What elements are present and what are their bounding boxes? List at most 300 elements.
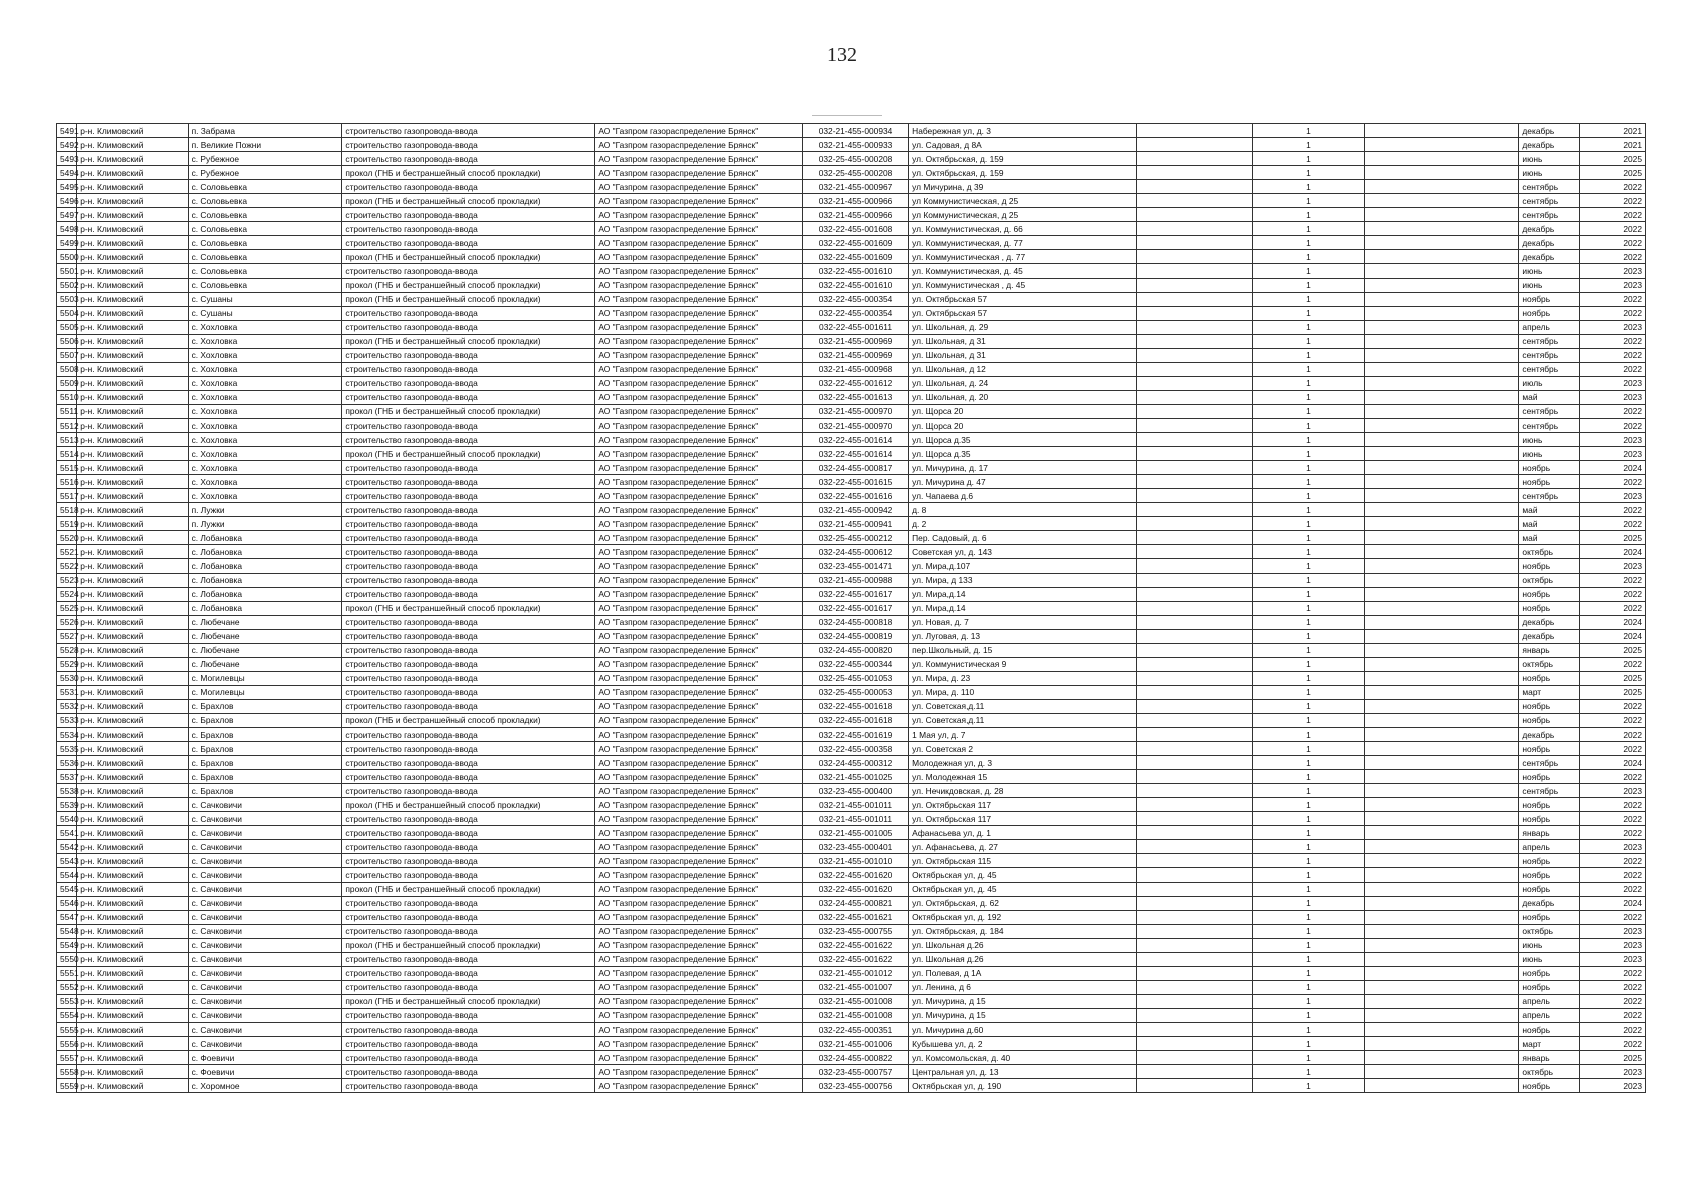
address-cell: ул. Советская,д.11 (909, 713, 1137, 727)
district-cell: р-н. Климовский (77, 840, 188, 854)
quantity-cell: 1 (1253, 334, 1364, 348)
work-type-cell: строительство газопровода-ввода (342, 756, 595, 770)
district-cell: р-н. Климовский (77, 924, 188, 938)
address-cell: ул. Коммунистическая, д. 66 (909, 222, 1137, 236)
organization-cell: АО "Газпром газораспределение Брянск" (595, 868, 802, 882)
empty-cell (1364, 896, 1519, 910)
year-cell: 2024 (1580, 756, 1646, 770)
row-number-cell: 5522 (57, 559, 77, 573)
application-number-cell: 032-22-455-001618 (802, 713, 908, 727)
table-row (57, 447, 1646, 461)
month-cell: май (1519, 390, 1580, 404)
empty-cell (1364, 362, 1519, 376)
table-row (57, 531, 1646, 545)
row-number-cell: 5555 (57, 1023, 77, 1037)
quantity-cell: 1 (1253, 868, 1364, 882)
register-table (56, 123, 1646, 1093)
table-row (57, 334, 1646, 348)
row-number-cell: 5527 (57, 629, 77, 643)
empty-cell (1136, 222, 1252, 236)
year-cell: 2023 (1580, 278, 1646, 292)
empty-cell (1136, 798, 1252, 812)
quantity-cell: 1 (1253, 896, 1364, 910)
empty-cell (1364, 306, 1519, 320)
address-cell: Афанасьева ул, д. 1 (909, 826, 1137, 840)
row-number-cell: 5546 (57, 896, 77, 910)
work-type-cell: строительство газопровода-ввода (342, 728, 595, 742)
district-cell: р-н. Климовский (77, 194, 188, 208)
work-type-cell: строительство газопровода-ввода (342, 826, 595, 840)
empty-cell (1364, 348, 1519, 362)
organization-cell: АО "Газпром газораспределение Брянск" (595, 615, 802, 629)
district-cell: р-н. Климовский (77, 1065, 188, 1079)
year-cell: 2022 (1580, 742, 1646, 756)
district-cell: р-н. Климовский (77, 784, 188, 798)
month-cell: сентябрь (1519, 194, 1580, 208)
district-cell: р-н. Климовский (77, 503, 188, 517)
settlement-cell: с. Фоевичи (188, 1051, 342, 1065)
application-number-cell: 032-22-455-001616 (802, 489, 908, 503)
settlement-cell: с. Сачковичи (188, 1037, 342, 1051)
table-row (57, 629, 1646, 643)
application-number-cell: 032-22-455-001619 (802, 728, 908, 742)
row-number-cell: 5511 (57, 404, 77, 418)
row-number-cell: 5517 (57, 489, 77, 503)
empty-cell (1364, 489, 1519, 503)
row-number-cell: 5528 (57, 643, 77, 657)
quantity-cell: 1 (1253, 222, 1364, 236)
row-number-cell: 5514 (57, 447, 77, 461)
month-cell: декабрь (1519, 250, 1580, 264)
table-row (57, 615, 1646, 629)
month-cell: ноябрь (1519, 699, 1580, 713)
organization-cell: АО "Газпром газораспределение Брянск" (595, 447, 802, 461)
year-cell: 2022 (1580, 910, 1646, 924)
quantity-cell: 1 (1253, 138, 1364, 152)
work-type-cell: строительство газопровода-ввода (342, 208, 595, 222)
row-number-cell: 5529 (57, 657, 77, 671)
year-cell: 2022 (1580, 194, 1646, 208)
application-number-cell: 032-21-455-001008 (802, 994, 908, 1008)
district-cell: р-н. Климовский (77, 166, 188, 180)
organization-cell: АО "Газпром газораспределение Брянск" (595, 306, 802, 320)
empty-cell (1136, 320, 1252, 334)
address-cell: ул. Афанасьева, д. 27 (909, 840, 1137, 854)
year-cell: 2025 (1580, 166, 1646, 180)
quantity-cell: 1 (1253, 770, 1364, 784)
empty-cell (1136, 166, 1252, 180)
empty-cell (1136, 994, 1252, 1008)
address-cell: ул. Коммунистическая, д. 45 (909, 264, 1137, 278)
district-cell: р-н. Климовский (77, 601, 188, 615)
empty-cell (1364, 517, 1519, 531)
address-cell: ул. Комсомольская, д. 40 (909, 1051, 1137, 1065)
empty-cell (1364, 924, 1519, 938)
address-cell: ул. Октябрьская, д. 184 (909, 924, 1137, 938)
table-row (57, 910, 1646, 924)
application-number-cell: 032-22-455-001620 (802, 868, 908, 882)
empty-cell (1364, 376, 1519, 390)
table-row (57, 587, 1646, 601)
month-cell: июнь (1519, 952, 1580, 966)
district-cell: р-н. Климовский (77, 812, 188, 826)
empty-cell (1136, 685, 1252, 699)
empty-cell (1136, 503, 1252, 517)
organization-cell: АО "Газпром газораспределение Брянск" (595, 517, 802, 531)
application-number-cell: 032-22-455-001622 (802, 952, 908, 966)
address-cell: ул. Мира,д.14 (909, 587, 1137, 601)
work-type-cell: строительство газопровода-ввода (342, 615, 595, 629)
empty-cell (1364, 433, 1519, 447)
district-cell: р-н. Климовский (77, 348, 188, 362)
quantity-cell: 1 (1253, 812, 1364, 826)
organization-cell: АО "Газпром газораспределение Брянск" (595, 320, 802, 334)
year-cell: 2023 (1580, 924, 1646, 938)
table-row (57, 138, 1646, 152)
year-cell: 2024 (1580, 629, 1646, 643)
application-number-cell: 032-21-455-000966 (802, 194, 908, 208)
settlement-cell: с. Сачковичи (188, 938, 342, 952)
settlement-cell: с. Сачковичи (188, 854, 342, 868)
organization-cell: АО "Газпром газораспределение Брянск" (595, 896, 802, 910)
work-type-cell: строительство газопровода-ввода (342, 348, 595, 362)
year-cell: 2023 (1580, 320, 1646, 334)
address-cell: ул. Коммунистическая, д. 77 (909, 236, 1137, 250)
row-number-cell: 5531 (57, 685, 77, 699)
empty-cell (1364, 461, 1519, 475)
settlement-cell: с. Хохловка (188, 348, 342, 362)
year-cell: 2023 (1580, 938, 1646, 952)
year-cell: 2022 (1580, 208, 1646, 222)
table-row (57, 966, 1646, 980)
address-cell: ул. Октябрьская, д. 62 (909, 896, 1137, 910)
table-row (57, 433, 1646, 447)
work-type-cell: строительство газопровода-ввода (342, 966, 595, 980)
year-cell: 2022 (1580, 306, 1646, 320)
quantity-cell: 1 (1253, 798, 1364, 812)
table-row (57, 1037, 1646, 1051)
district-cell: р-н. Климовский (77, 250, 188, 264)
application-number-cell: 032-22-455-001610 (802, 264, 908, 278)
month-cell: май (1519, 531, 1580, 545)
empty-cell (1136, 854, 1252, 868)
table-row (57, 489, 1646, 503)
empty-cell (1136, 756, 1252, 770)
district-cell: р-н. Климовский (77, 587, 188, 601)
application-number-cell: 032-24-455-000821 (802, 896, 908, 910)
settlement-cell: с. Хохловка (188, 447, 342, 461)
address-cell: ул. Школьная, д 31 (909, 334, 1137, 348)
row-number-cell: 5504 (57, 306, 77, 320)
address-cell: Молодежная ул, д. 3 (909, 756, 1137, 770)
quantity-cell: 1 (1253, 924, 1364, 938)
month-cell: ноябрь (1519, 1023, 1580, 1037)
organization-cell: АО "Газпром газораспределение Брянск" (595, 629, 802, 643)
settlement-cell: с. Хохловка (188, 320, 342, 334)
address-cell: ул. Луговая, д. 13 (909, 629, 1137, 643)
application-number-cell: 032-22-455-001611 (802, 320, 908, 334)
settlement-cell: с. Любечане (188, 643, 342, 657)
quantity-cell: 1 (1253, 152, 1364, 166)
month-cell: март (1519, 1037, 1580, 1051)
organization-cell: АО "Газпром газораспределение Брянск" (595, 236, 802, 250)
month-cell: сентябрь (1519, 348, 1580, 362)
address-cell: ул. Мичурина, д 15 (909, 994, 1137, 1008)
quantity-cell: 1 (1253, 461, 1364, 475)
quantity-cell: 1 (1253, 1023, 1364, 1037)
year-cell: 2022 (1580, 826, 1646, 840)
settlement-cell: с. Соловьевка (188, 236, 342, 250)
year-cell: 2022 (1580, 798, 1646, 812)
settlement-cell: с. Брахлов (188, 756, 342, 770)
work-type-cell: строительство газопровода-ввода (342, 784, 595, 798)
empty-cell (1136, 615, 1252, 629)
empty-cell (1364, 1023, 1519, 1037)
work-type-cell: строительство газопровода-ввода (342, 952, 595, 966)
settlement-cell: с. Сачковичи (188, 910, 342, 924)
work-type-cell: строительство газопровода-ввода (342, 320, 595, 334)
month-cell: октябрь (1519, 545, 1580, 559)
work-type-cell: строительство газопровода-ввода (342, 742, 595, 756)
organization-cell: АО "Газпром газораспределение Брянск" (595, 222, 802, 236)
address-cell: ул. Мичурина, д. 17 (909, 461, 1137, 475)
quantity-cell: 1 (1253, 433, 1364, 447)
organization-cell: АО "Газпром газораспределение Брянск" (595, 699, 802, 713)
row-number-cell: 5519 (57, 517, 77, 531)
row-number-cell: 5496 (57, 194, 77, 208)
application-number-cell: 032-21-455-000968 (802, 362, 908, 376)
empty-cell (1364, 559, 1519, 573)
month-cell: июнь (1519, 278, 1580, 292)
row-number-cell: 5515 (57, 461, 77, 475)
year-cell: 2022 (1580, 882, 1646, 896)
empty-cell (1364, 980, 1519, 994)
address-cell: ул. Мира, д. 23 (909, 671, 1137, 685)
table-row (57, 278, 1646, 292)
application-number-cell: 032-22-455-000351 (802, 1023, 908, 1037)
table-row (57, 1079, 1646, 1093)
year-cell: 2023 (1580, 390, 1646, 404)
empty-cell (1364, 657, 1519, 671)
settlement-cell: с. Сачковичи (188, 840, 342, 854)
work-type-cell: строительство газопровода-ввода (342, 1051, 595, 1065)
row-number-cell: 5518 (57, 503, 77, 517)
address-cell: ул. Школьная, д. 20 (909, 390, 1137, 404)
empty-cell (1364, 910, 1519, 924)
empty-cell (1364, 573, 1519, 587)
table-row (57, 812, 1646, 826)
table-row (57, 559, 1646, 573)
application-number-cell: 032-25-455-000208 (802, 152, 908, 166)
table-row (57, 826, 1646, 840)
table-row (57, 952, 1646, 966)
work-type-cell: строительство газопровода-ввода (342, 180, 595, 194)
settlement-cell: с. Сачковичи (188, 1023, 342, 1037)
empty-cell (1136, 306, 1252, 320)
settlement-cell: с. Брахлов (188, 784, 342, 798)
work-type-cell: строительство газопровода-ввода (342, 433, 595, 447)
settlement-cell: с. Соловьевка (188, 250, 342, 264)
application-number-cell: 032-23-455-000757 (802, 1065, 908, 1079)
settlement-cell: п. Забрама (188, 124, 342, 138)
organization-cell: АО "Газпром газораспределение Брянск" (595, 938, 802, 952)
work-type-cell: строительство газопровода-ввода (342, 587, 595, 601)
district-cell: р-н. Климовский (77, 545, 188, 559)
month-cell: июнь (1519, 447, 1580, 461)
application-number-cell: 032-24-455-000822 (802, 1051, 908, 1065)
empty-cell (1364, 152, 1519, 166)
application-number-cell: 032-25-455-000053 (802, 685, 908, 699)
district-cell: р-н. Климовский (77, 868, 188, 882)
district-cell: р-н. Климовский (77, 320, 188, 334)
month-cell: ноябрь (1519, 910, 1580, 924)
quantity-cell: 1 (1253, 657, 1364, 671)
month-cell: апрель (1519, 1008, 1580, 1022)
table-row (57, 376, 1646, 390)
empty-cell (1364, 952, 1519, 966)
organization-cell: АО "Газпром газораспределение Брянск" (595, 980, 802, 994)
application-number-cell: 032-22-455-001608 (802, 222, 908, 236)
work-type-cell: строительство газопровода-ввода (342, 657, 595, 671)
address-cell: Октябрьская ул, д. 45 (909, 868, 1137, 882)
month-cell: сентябрь (1519, 784, 1580, 798)
application-number-cell: 032-21-455-000966 (802, 208, 908, 222)
month-cell: сентябрь (1519, 334, 1580, 348)
organization-cell: АО "Газпром газораспределение Брянск" (595, 334, 802, 348)
empty-cell (1136, 489, 1252, 503)
quantity-cell: 1 (1253, 938, 1364, 952)
empty-cell (1364, 699, 1519, 713)
organization-cell: АО "Газпром газораспределение Брянск" (595, 503, 802, 517)
empty-cell (1136, 138, 1252, 152)
empty-cell (1364, 643, 1519, 657)
row-number-cell: 5548 (57, 924, 77, 938)
settlement-cell: с. Хохловка (188, 334, 342, 348)
row-number-cell: 5558 (57, 1065, 77, 1079)
empty-cell (1136, 475, 1252, 489)
year-cell: 2023 (1580, 559, 1646, 573)
address-cell: ул. Новая, д. 7 (909, 615, 1137, 629)
month-cell: январь (1519, 643, 1580, 657)
table-row (57, 742, 1646, 756)
row-number-cell: 5503 (57, 292, 77, 306)
month-cell: ноябрь (1519, 587, 1580, 601)
application-number-cell: 032-23-455-001471 (802, 559, 908, 573)
settlement-cell: с. Лобановка (188, 545, 342, 559)
organization-cell: АО "Газпром газораспределение Брянск" (595, 390, 802, 404)
empty-cell (1364, 840, 1519, 854)
work-type-cell: строительство газопровода-ввода (342, 306, 595, 320)
address-cell: ул. Школьная, д. 24 (909, 376, 1137, 390)
organization-cell: АО "Газпром газораспределение Брянск" (595, 1079, 802, 1093)
quantity-cell: 1 (1253, 742, 1364, 756)
address-cell: ул. Школьная д.26 (909, 938, 1137, 952)
header-rule (812, 115, 882, 116)
quantity-cell: 1 (1253, 1051, 1364, 1065)
address-cell: Советская ул, д. 143 (909, 545, 1137, 559)
organization-cell: АО "Газпром газораспределение Брянск" (595, 264, 802, 278)
address-cell: д. 8 (909, 503, 1137, 517)
district-cell: р-н. Климовский (77, 531, 188, 545)
work-type-cell: строительство газопровода-ввода (342, 1079, 595, 1093)
empty-cell (1364, 587, 1519, 601)
row-number-cell: 5547 (57, 910, 77, 924)
month-cell: ноябрь (1519, 798, 1580, 812)
year-cell: 2023 (1580, 840, 1646, 854)
work-type-cell: строительство газопровода-ввода (342, 362, 595, 376)
row-number-cell: 5500 (57, 250, 77, 264)
district-cell: р-н. Климовский (77, 180, 188, 194)
month-cell: апрель (1519, 320, 1580, 334)
quantity-cell: 1 (1253, 559, 1364, 573)
year-cell: 2022 (1580, 1037, 1646, 1051)
empty-cell (1364, 475, 1519, 489)
month-cell: июнь (1519, 264, 1580, 278)
empty-cell (1364, 882, 1519, 896)
address-cell: ул. Школьная, д 31 (909, 348, 1137, 362)
settlement-cell: с. Хохловка (188, 418, 342, 432)
empty-cell (1136, 643, 1252, 657)
work-type-cell: строительство газопровода-ввода (342, 1065, 595, 1079)
empty-cell (1136, 236, 1252, 250)
organization-cell: АО "Газпром газораспределение Брянск" (595, 475, 802, 489)
address-cell: ул. Чапаева д.6 (909, 489, 1137, 503)
year-cell: 2022 (1580, 1008, 1646, 1022)
empty-cell (1364, 447, 1519, 461)
month-cell: ноябрь (1519, 713, 1580, 727)
quantity-cell: 1 (1253, 685, 1364, 699)
settlement-cell: с. Сачковичи (188, 798, 342, 812)
quantity-cell: 1 (1253, 348, 1364, 362)
address-cell: Кубышева ул, д. 2 (909, 1037, 1137, 1051)
table-row (57, 236, 1646, 250)
address-cell: Октябрьская ул, д. 190 (909, 1079, 1137, 1093)
organization-cell: АО "Газпром газораспределение Брянск" (595, 152, 802, 166)
empty-cell (1364, 194, 1519, 208)
row-number-cell: 5553 (57, 994, 77, 1008)
row-number-cell: 5538 (57, 784, 77, 798)
year-cell: 2022 (1580, 812, 1646, 826)
settlement-cell: с. Лобановка (188, 559, 342, 573)
organization-cell: АО "Газпром газораспределение Брянск" (595, 854, 802, 868)
year-cell: 2022 (1580, 1023, 1646, 1037)
application-number-cell: 032-25-455-000212 (802, 531, 908, 545)
district-cell: р-н. Климовский (77, 390, 188, 404)
quantity-cell: 1 (1253, 1037, 1364, 1051)
empty-cell (1364, 1051, 1519, 1065)
row-number-cell: 5557 (57, 1051, 77, 1065)
settlement-cell: с. Брахлов (188, 770, 342, 784)
organization-cell: АО "Газпром газораспределение Брянск" (595, 826, 802, 840)
address-cell: ул. Октябрьская 57 (909, 292, 1137, 306)
quantity-cell: 1 (1253, 601, 1364, 615)
table-row (57, 601, 1646, 615)
settlement-cell: с. Лобановка (188, 531, 342, 545)
district-cell: р-н. Климовский (77, 938, 188, 952)
organization-cell: АО "Газпром газораспределение Брянск" (595, 362, 802, 376)
empty-cell (1136, 671, 1252, 685)
empty-cell (1136, 924, 1252, 938)
row-number-cell: 5534 (57, 728, 77, 742)
quantity-cell: 1 (1253, 166, 1364, 180)
settlement-cell: с. Сушаны (188, 306, 342, 320)
table-row (57, 180, 1646, 194)
district-cell: р-н. Климовский (77, 152, 188, 166)
year-cell: 2022 (1580, 713, 1646, 727)
table-row (57, 152, 1646, 166)
table-row (57, 798, 1646, 812)
application-number-cell: 032-21-455-000969 (802, 348, 908, 362)
